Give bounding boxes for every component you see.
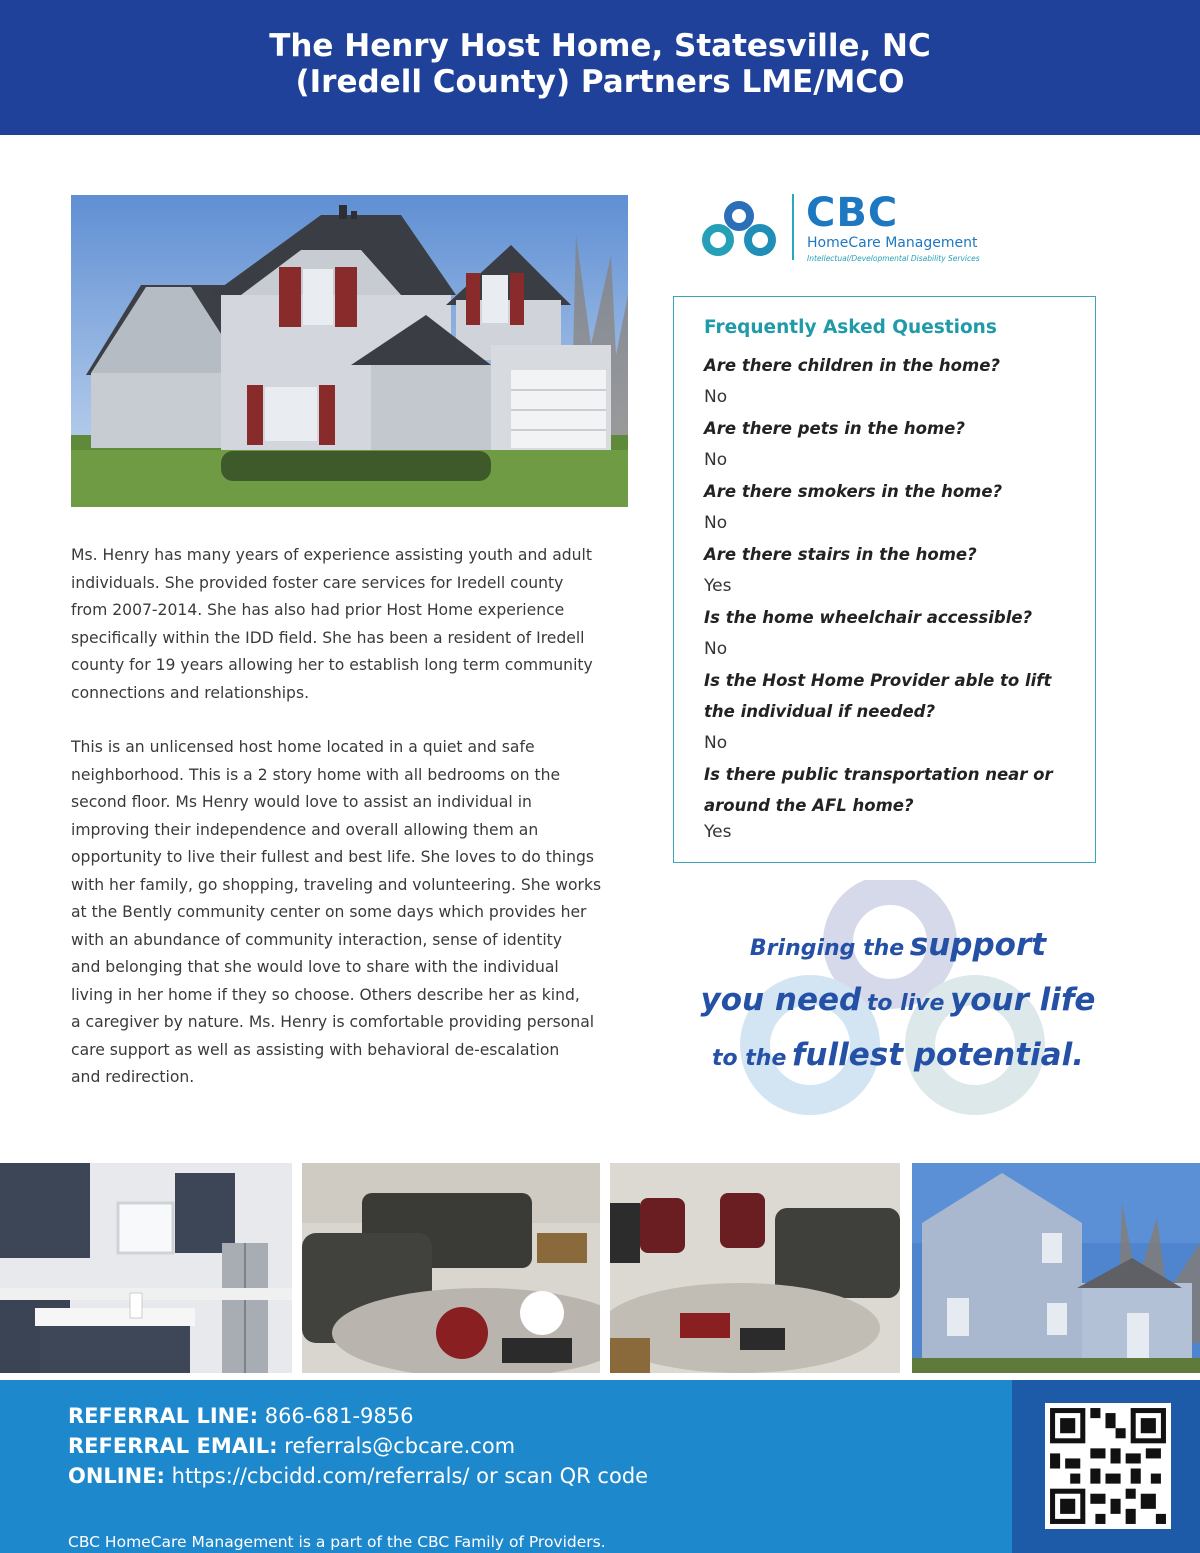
tagline-word: support [909, 927, 1047, 963]
bio-p2-line: care support as well as assisting with behavioral de-escalation [71, 1040, 560, 1059]
referral-email [68, 1434, 515, 1458]
tagline-line2 [672, 975, 1124, 1030]
page-title-line2: (Iredell County) Partners LME/MCO [295, 64, 905, 100]
faq-question: Are there smokers in the home? [704, 482, 1003, 501]
tagline-word: Bringing the [749, 936, 905, 961]
living-room-photo-2 [610, 1163, 900, 1373]
kitchen-photo [0, 1163, 292, 1373]
faq-answer: No [704, 513, 728, 533]
online-referral-link[interactable]: https://cbcidd.com/referrals/ or scan QR code [171, 1464, 649, 1488]
living-room-illustration [302, 1163, 600, 1373]
bio-p2-line: with an abundance of community interaction, sense of identity [71, 930, 563, 949]
cbc-logo [694, 190, 1024, 270]
qr-code[interactable] [1045, 1403, 1171, 1529]
tagline-word: to the [711, 1046, 787, 1071]
bio-p2-line: neighborhood. This is a 2 story home with all bedrooms on the [71, 765, 561, 784]
faq-answer: No [704, 639, 728, 659]
logo-wordmark: CBC [806, 190, 899, 236]
house-side-photo [912, 1163, 1200, 1373]
tagline [672, 920, 1124, 1085]
page-title-line1: The Henry Host Home, Statesville, NC [269, 28, 931, 64]
faq-answer: Yes [704, 576, 732, 596]
tagline-word: to live [866, 991, 945, 1016]
bio-p2-line: second floor. Ms Henry would love to assist an individual in [71, 793, 532, 811]
tagline-word: your life [950, 982, 1096, 1018]
bio-p1-line: Ms. Henry has many years of experience assisting youth and adult [71, 546, 592, 564]
referral-email-label: REFERRAL EMAIL: [68, 1434, 278, 1458]
bio-p2-line: a caregiver by nature. Ms. Henry is comfortable providing personal [71, 1013, 595, 1031]
referral-line-label: REFERRAL LINE: [68, 1404, 259, 1428]
faq-question: Are there pets in the home? [704, 419, 965, 438]
faq-answer: Yes [704, 822, 732, 842]
cbc-trefoil-icon [694, 190, 784, 270]
header-banner [0, 0, 1200, 135]
logo-subtitle: HomeCare Management [807, 235, 978, 251]
bio-p2-line: This is an unlicensed host home located in a quiet and safe [71, 738, 535, 756]
faq-question: Is the home wheelchair accessible? [704, 608, 1033, 627]
faq-title: Frequently Asked Questions [704, 317, 997, 338]
bio-paragraph-2 [71, 734, 631, 1092]
bio-p2-line: at the Bently community center on some days which provides her [71, 903, 587, 921]
living-room-photo-1 [302, 1163, 600, 1373]
faq-question: Are there children in the home? [704, 356, 1000, 375]
bio-p2-line: and redirection. [71, 1068, 195, 1086]
faq-question-line: around the AFL home? [704, 796, 914, 815]
kitchen-illustration [0, 1163, 292, 1373]
referral-line-value[interactable]: 866-681-9856 [264, 1404, 414, 1428]
bio-p2-line: living in her home if they so choose. Others describe her as kind, [71, 985, 580, 1004]
faq-question: Are there stairs in the home? [704, 545, 977, 564]
faq-question-line: Is the Host Home Provider able to lift [704, 671, 1052, 690]
faq-question [704, 665, 1074, 727]
bio-p1-line: county for 19 years allowing her to establish long term community [71, 656, 593, 674]
tagline-line3 [672, 1030, 1124, 1085]
bio-p1-line: connections and relationships. [71, 683, 310, 702]
referral-email-link[interactable]: referrals@cbcare.com [284, 1434, 516, 1458]
living-room-illustration [610, 1163, 900, 1373]
faq-answer: No [704, 733, 728, 753]
page-title [0, 28, 1200, 100]
house-exterior-illustration [71, 195, 628, 507]
bio-paragraph-1 [71, 542, 631, 707]
faq-question-line: the individual if needed? [704, 702, 936, 721]
bio-p2-line: and belonging that she would love to share with the individual [71, 958, 559, 976]
faq-answer: No [704, 450, 728, 470]
bio-p1-line: specifically within the IDD field. She has been a resident of Iredell [71, 628, 585, 647]
logo-tagline: Intellectual/Developmental Disability Services [807, 254, 980, 263]
house-side-illustration [912, 1163, 1200, 1373]
faq-question [704, 759, 1074, 821]
bio-p1-line: individuals. She provided foster care services for Iredell county [71, 573, 564, 592]
faq-box [673, 296, 1096, 863]
tagline-word: fullest potential. [791, 1037, 1085, 1073]
faq-answer: No [704, 387, 728, 407]
bio-p1-line: from 2007-2014. She has also had prior Host Home experience [71, 601, 565, 619]
bio-p2-line: opportunity to live their fullest and best life. She loves to do things [71, 848, 594, 866]
house-photo [71, 195, 628, 507]
footer-note: CBC HomeCare Management is a part of the CBC Family of Providers. [68, 1533, 606, 1551]
bio-p2-line: improving their independence and overall allowing them an [71, 820, 539, 839]
tagline-word: you need [700, 982, 862, 1018]
tagline-line1 [672, 920, 1124, 975]
faq-question-line: Is there public transportation near or [704, 765, 1053, 784]
logo-divider [792, 194, 794, 260]
qr-code-icon [1045, 1403, 1171, 1529]
online-referral [68, 1464, 648, 1488]
bio-p2-line: with her family, go shopping, traveling and volunteering. She works [71, 875, 602, 894]
referral-line [68, 1404, 413, 1428]
online-label: ONLINE: [68, 1464, 165, 1488]
